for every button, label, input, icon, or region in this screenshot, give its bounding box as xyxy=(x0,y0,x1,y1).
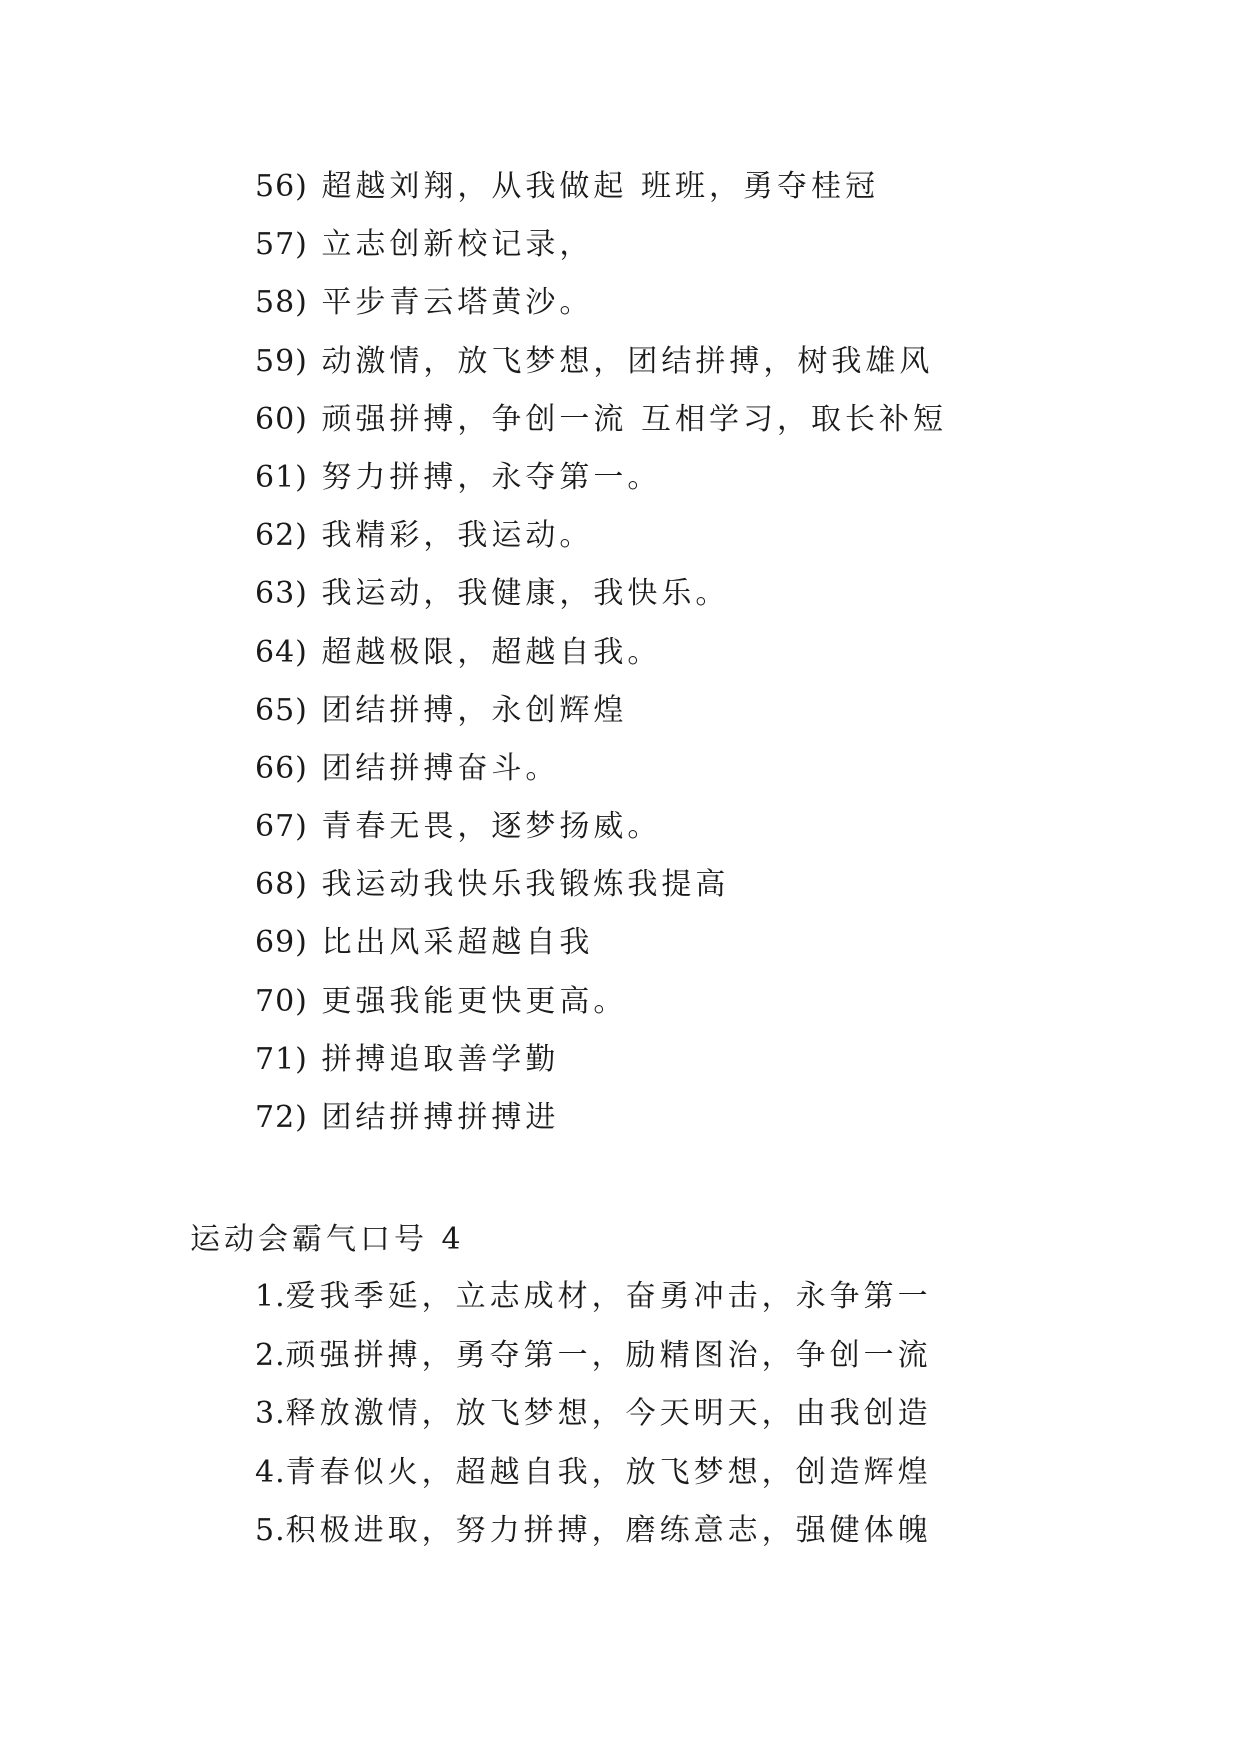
item-text: 比出风采超越自我 xyxy=(321,925,594,961)
list-item xyxy=(255,1327,932,1386)
list-item xyxy=(255,856,947,914)
item-number: 4. xyxy=(255,1454,286,1490)
item-text: 团结拼搏拼搏进 xyxy=(321,1100,560,1135)
list-item xyxy=(255,274,947,332)
list-item xyxy=(255,333,947,391)
item-text: 平步青云塔黄沙。 xyxy=(321,285,594,321)
list-item xyxy=(255,391,947,449)
slogan-list xyxy=(255,1268,932,1561)
list-item xyxy=(255,216,947,274)
list-item xyxy=(255,1444,932,1503)
list-item xyxy=(255,507,947,565)
list-item xyxy=(255,565,947,623)
list-item xyxy=(255,1268,932,1327)
item-number: 71) xyxy=(255,1041,308,1077)
item-number: 62) xyxy=(255,518,308,554)
list-item xyxy=(255,1089,947,1147)
item-number: 70) xyxy=(255,983,308,1019)
item-number: 68) xyxy=(255,867,308,903)
section-heading: 运动会霸气口号 4 xyxy=(190,1222,465,1257)
item-number: 67) xyxy=(255,809,308,845)
item-number: 2. xyxy=(255,1337,286,1373)
item-text: 爱我季延，立志成材，奋勇冲击，永争第一 xyxy=(285,1279,932,1314)
item-number: 56) xyxy=(255,169,308,204)
list-item xyxy=(255,740,947,798)
item-text: 团结拼搏，永创辉煌 xyxy=(321,692,628,728)
item-text: 释放激情，放飞梦想，今天明天，由我创造 xyxy=(285,1396,932,1431)
list-item xyxy=(255,624,947,682)
item-number: 64) xyxy=(255,634,308,670)
item-text: 青春似火，超越自我，放飞梦想，创造辉煌 xyxy=(285,1454,932,1490)
list-item xyxy=(255,1502,932,1561)
item-number: 66) xyxy=(255,750,308,786)
list-item xyxy=(255,1385,932,1444)
item-number: 69) xyxy=(255,925,308,961)
item-number: 60) xyxy=(255,401,308,437)
list-item xyxy=(255,1031,947,1089)
list-item xyxy=(255,158,947,216)
item-number: 63) xyxy=(255,576,308,612)
item-text: 我运动我快乐我锻炼我提高 xyxy=(321,867,730,903)
item-text: 团结拼搏奋斗。 xyxy=(321,750,560,786)
item-number: 1. xyxy=(255,1279,286,1314)
item-number: 61) xyxy=(255,459,308,495)
item-number: 59) xyxy=(255,343,308,379)
item-text: 立志创新校记录， xyxy=(321,227,594,263)
item-text: 我精彩，我运动。 xyxy=(321,518,594,554)
item-text: 努力拼搏，永夺第一。 xyxy=(321,459,662,495)
item-number: 3. xyxy=(255,1396,286,1431)
list-item xyxy=(255,449,947,507)
item-text: 拼搏追取善学勤 xyxy=(321,1041,560,1077)
item-text: 动激情，放飞梦想，团结拼搏，树我雄风 xyxy=(321,343,934,379)
list-item xyxy=(255,914,947,972)
item-text: 顽强拼搏，争创一流 互相学习，取长补短 xyxy=(321,401,947,437)
list-item xyxy=(255,973,947,1031)
list-item xyxy=(255,682,947,740)
item-number: 5. xyxy=(255,1513,286,1548)
slogan-list-continued xyxy=(255,158,947,1147)
item-text: 积极进取，努力拼搏，磨练意志，强健体魄 xyxy=(285,1513,932,1548)
item-text: 我运动，我健康，我快乐。 xyxy=(321,576,730,612)
item-text: 顽强拼搏，勇夺第一，励精图治，争创一流 xyxy=(285,1337,932,1373)
item-number: 72) xyxy=(255,1100,308,1135)
item-text: 超越刘翔，从我做起 班班，勇夺桂冠 xyxy=(321,169,879,204)
item-text: 更强我能更快更高。 xyxy=(321,983,628,1019)
item-text: 青春无畏，逐梦扬威。 xyxy=(321,809,662,845)
item-number: 65) xyxy=(255,692,308,728)
item-text: 超越极限，超越自我。 xyxy=(321,634,662,670)
list-item xyxy=(255,798,947,856)
item-number: 57) xyxy=(255,227,308,263)
item-number: 58) xyxy=(255,285,308,321)
